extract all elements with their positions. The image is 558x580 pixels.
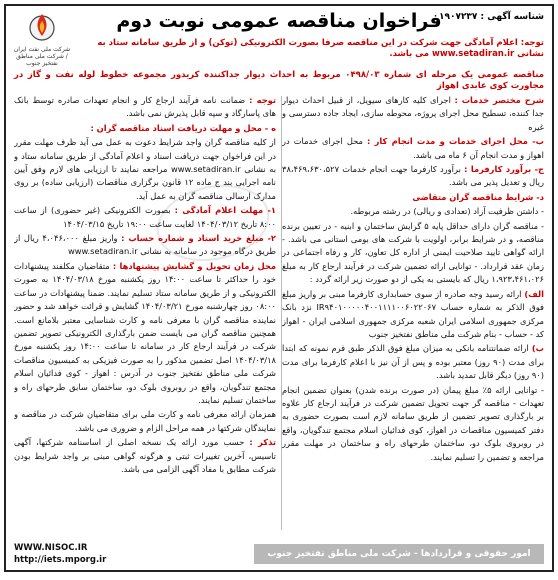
paragraph: - داشتن ظرفیت آزاد (تعدادی و ریالی) در رشته مربوطه. <box>350 206 544 217</box>
paragraph: همزمان ارائه معرفی نامه و کارت ملی برای متقاضیان شرکت در مناقصه و نمایندگان شرکتها در همه مراحل الزام و ضروری می باشد. <box>14 409 276 433</box>
legal-department-bar: امور حقوقی و قراردادها - شرکت ملی مناطق نفتخیز جنوب <box>254 544 544 564</box>
nioc-flame-icon <box>26 10 58 42</box>
paragraph: ب) ارائه ضمانتنامه بانکی به میزان مبلغ فوق الذکر طبق فرم نمونه که ابتدا برای مدت (۹۰ روز) معتبر بوده و پس از آن نیز با اعلام کارفرما برای مدت (۹۰ روز) دیگر قابل تمدید باشد. <box>282 343 544 381</box>
paragraph: ۱- مهلت اعلام آمادگی : بصورت الکترونیکی (غیر حضوری) از ساعت ۸:۰۰ تاریخ ۱۴۰۴/۰۳/۱۲ لغایت ساعت ۱۹:۰۰ تاریخ ۱۴۰۴/۰۳/۱۵ <box>14 205 276 229</box>
tender-notice <box>4 4 554 572</box>
paragraph: از کلیه مناقصه گران واجد شرایط دعوت به عمل می آید ظرف مهلت مقرر در این فراخوان جهت دریافت اسناد و اعلام آمادگی از طریق سامانه ستاد و به نشانی www.setadiran.ir مراجعه نمایند تا ارزیابی های لازم وفق آیین نامه اجرایی بند ج ماده ۱۲ قانون برگزاری مناقصات (ارزیابی ساده) بر روی مدارک ارسالی مناقصه گران به عمل آید. <box>14 137 276 201</box>
paragraph: تذکر : حسب مورد ارائه یک نسخه اصلی از اساسنامه شرکتها، آگهی تاسیس، آخرین تغییرات ثبتی و هرگونه گواهی مبنی بر واجد شرایط بودن شرکت مطابق با مفاد آگهی الزامی می باشد. <box>14 437 276 474</box>
footer <box>6 534 552 570</box>
paragraph: ۲- مبلغ خرید اسناد و شماره حساب : واریز مبلغ ۴،۰۴۶،۰۰۰ ریال از طریق درگاه موجود در سامانه به نشانی www.setadiran.ir <box>14 233 276 257</box>
header <box>6 6 552 67</box>
footer-links <box>14 542 106 566</box>
paragraph: شرح مختصر خدمات : اجرای کلیه کارهای سیویل، از قبیل احداث دیوار جدا کننده، تسطیح محل اجرای پروژه، محوطه سازی، ایجاد جاده دسترسی و غیره <box>282 95 544 132</box>
notice-title: فراخوان مناقصه عمومی نوبت دوم <box>116 10 442 32</box>
company-logo <box>12 10 72 67</box>
paragraph: الف) ارائه رسید وجه صادره از سوی حسابداری کارفرما مبنی بر واریز مبلغ فوق الذکر به شماره حساب IR۹۴۰۱۰۰۰۰۰۴۰۰۱۱۱۱۰۰۶۰۲۲۰۶۷ نزد بانک مرکزی جمهوری اسلامی ایران شعبه مرکزی جمهوری اسلامی ایران - اهواز کد - حساب - بنام شرکت ملی مناطق نفتخیز جنوب <box>282 288 544 339</box>
iets-website-link[interactable]: http://iets.mporg.ir <box>14 555 107 565</box>
electronic-note: توجه: اعلام آمادگی جهت شرکت در این مناقصه صرفا بصورت الکترونیکی (توکن) و از طریق سامانه ستاد به نشانی www.setadiran.ir می باشد. <box>97 38 544 59</box>
paragraph: - توانایی ارائه ۵٪ مبلغ پیمان (در صورت برنده شدن) بعنوان تضمین انجام تعهدات - مناقصه گر جهت تحویل تضمین شرکت در فرآیند ارجاع کار علاوه بر بارگذاری تصویر تضمین از طریق سامانه لازم است بصورت حضوری به دفتر کمیسیون مناقصات در اهواز، کوی فدائیان اسلام مجتمع تندگویان، واقع در روبروی بلوک دو، ساختمان طرحهای راه و ساختمان در مهلت مقرر مراجعه و تضمین را تسلیم نمایند. <box>282 384 544 462</box>
right-column <box>282 94 544 532</box>
logo-caption: شرکت ملی نفت ایران / شرکت ملی مناطق نفتخیز جنوب <box>13 46 71 67</box>
tender-intro: مناقصه عمومی یک مرحله ای شماره ۰۴۹۸/۰۳ مربوط به احداث دیوار جداکننده کریدور مجموعه خطوط لوله نفت و گاز در مجاورت کوی عابدی اهواز <box>14 70 544 91</box>
paragraph: ج- برآورد کارفرما : برآورد کارفرما جهت انجام خدمات ۳۸،۴۶۹،۶۳۰،۵۲۷ ریال و تعدیل پذیر می باشد. <box>282 164 544 188</box>
left-column <box>14 94 276 532</box>
paragraph: - مناقصه گران دارای حداقل پایه ۵ گرایش ساختمان و ابنیه - در تعیین برنده مناقصه، و در شرایط برابر، اولویت با شرکت های بومی استانی می باشد. - ارائه گواهی تایید صلاحیت ایمنی از اداره کل تعاون، کار و رفاه اجتماعی در زمان عقد قرارداد. - توانایی ارائه تضمین شرکت در فرآیند ارجاع کار به مبلغ ۱،۹۲۳،۴۶۱،۰۲۶ ریال که بایستی به یکی از دو صورت زیر ارائه گردد : <box>282 220 544 285</box>
paragraph: د- شرایط مناقصه گران متقاضی <box>412 191 544 202</box>
paragraph: محل زمان تحویل و گشایش پیشنهادها : متقاضیان مکلفند پیشنهادات خود را حداکثر تا ساعت ۱۴:۰۰ روز یکشنبه مورخ ۱۴۰۴/۰۳/۱۸ به صورت الکترونیکی و از طریق سامانه ستاد تسلیم نمایند. ضمنا پیشنهادات در ساعت ۰۸:۰۰ روز چهارشنبه مورخ ۱۴۰۴/۰۳/۲۱ گشایش و قرائت خواهد شد و حضور نماینده مناقصه گران با معرفی نامه و کارت شناسایی معتبر بلامانع است. همچنین مناقصه گران می بایست ضمن بارگذاری الکترونیکی تصویر تضمین شرکت در فرآیند ارجاع کار در سامانه تا ساعت ۱۴:۰۰ روز یکشنبه مورخ ۱۴۰۴/۰۳/۱۸ اصل تضمین مذکور را به صورت فیزیکی به کمیسیون مناقصات شرکت ملی مناطق نفتخیز جنوب در آدرس : اهواز - کوی فدائیان اسلام مجتمع تندگویان، واقع در روبروی بلوک دو، ساختمان سابق طرحهای راه و ساختمان تسلیم نمایند. <box>14 260 276 405</box>
paragraph: ه - محل و مهلت دریافت اسناد مناقصه گران : <box>90 122 276 133</box>
paragraph: توجه : ضمانت نامه فرآیند ارجاع کار و انجام تعهدات صادره توسط بانک های پاسارگاد و سپه قابل پذیرش نمی باشد. <box>14 95 276 119</box>
nisoc-website-link[interactable]: WWW.NISOC.IR <box>14 543 88 553</box>
paragraph: ب- محل اجرای خدمات و مدت انجام کار : محل اجرای خدمات در اهواز و مدت انجام آن ۶ ماه می باشد. <box>282 136 544 160</box>
ad-number: شناسه آگهی : ۱۹۰۷۲۳۷ <box>438 12 544 22</box>
